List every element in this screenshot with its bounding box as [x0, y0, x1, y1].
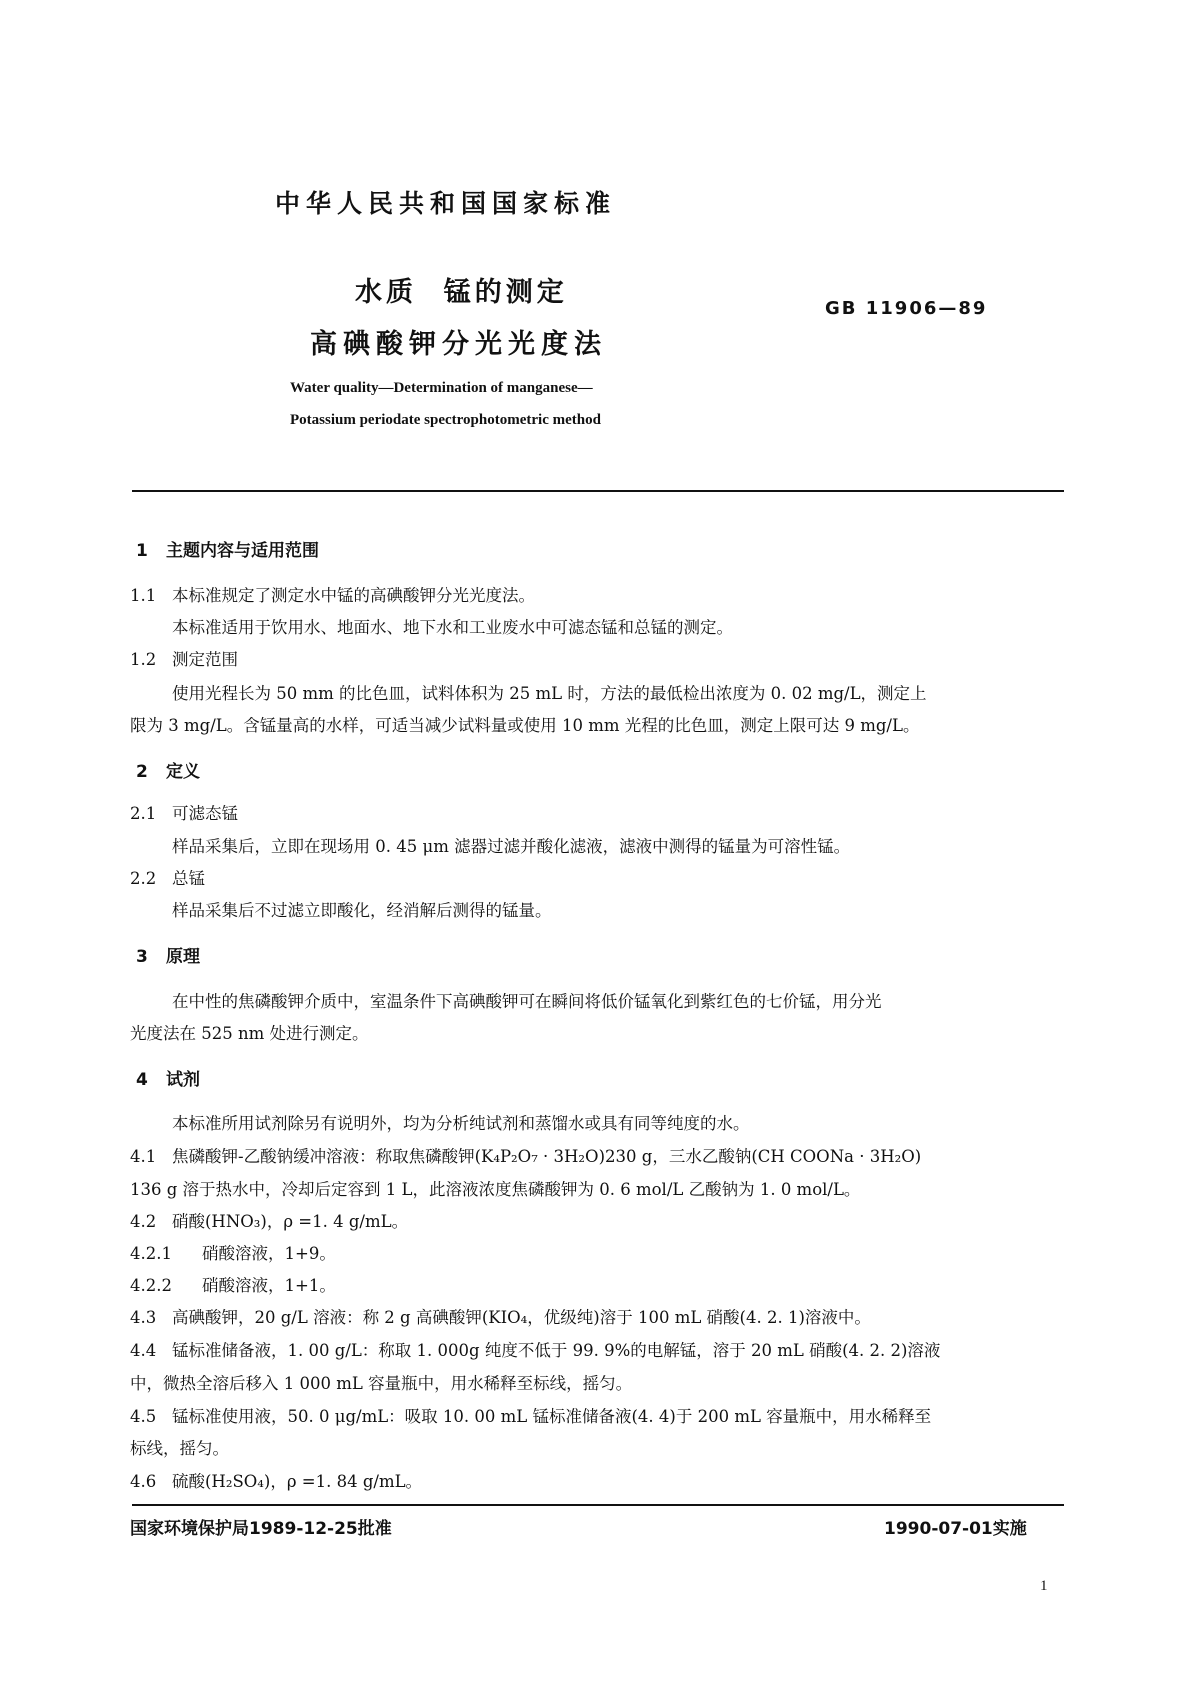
- clause-4-1-continued: 136 g 溶于热水中，冷却后定容到 1 L，此溶液浓度焦磷酸钾为 0. 6 mol/L 乙酸钠为 1. 0 mol/L。: [130, 1180, 861, 1199]
- section-3-text-line1: 在中性的焦磷酸钾介质中，室温条件下高碘酸钾可在瞬间将低价锰氧化到紫红色的七价锰，用分光: [172, 992, 882, 1011]
- effective-date: 1990-07-01实施: [884, 1519, 1027, 1539]
- section-3-text-line2: 光度法在 525 nm 处进行测定。: [130, 1024, 369, 1043]
- clause-2-2-text: 样品采集后不过滤立即酸化，经消解后测得的锰量。: [172, 901, 552, 920]
- national-standard-heading: 中华人民共和国国家标准: [275, 189, 617, 218]
- section-4-heading: 4 试剂: [136, 1070, 200, 1090]
- clause-4-2: 4.2 硝酸(HNO₃)，ρ =1. 4 g/mL。: [130, 1212, 409, 1231]
- english-title-line2: Potassium periodate spectrophotometric method: [290, 412, 601, 428]
- page-number: 1: [1040, 1578, 1048, 1594]
- standard-code: GB 11906—89: [825, 298, 988, 319]
- clause-2-1: 2.1 可滤态锰: [130, 804, 238, 823]
- clause-2-2: 2.2 总锰: [130, 869, 205, 888]
- clause-4-5-continued: 标线，摇匀。: [130, 1439, 229, 1458]
- clause-4-3: 4.3 高碘酸钾，20 g/L 溶液：称 2 g 高碘酸钾(KIO₄，优级纯)溶于 100 mL 硝酸(4. 2. 1)溶液中。: [130, 1308, 871, 1327]
- section-1-heading: 1 主题内容与适用范围: [136, 541, 319, 561]
- clause-1-1: 1.1 本标准规定了测定水中锰的高碘酸钾分光光度法。: [130, 586, 535, 605]
- clause-1-2-text-line1: 使用光程长为 50 mm 的比色皿，试料体积为 25 mL 时，方法的最低检出浓度为 0. 02 mg/L，测定上: [172, 684, 927, 703]
- clause-4-4-continued: 中，微热全溶后移入 1 000 mL 容量瓶中，用水稀释至标线，摇匀。: [130, 1374, 633, 1393]
- clause-1-1-continued: 本标准适用于饮用水、地面水、地下水和工业废水中可滤态锰和总锰的测定。: [172, 618, 733, 637]
- footer-divider: [132, 1504, 1064, 1506]
- header-divider: [132, 490, 1064, 492]
- clause-1-2: 1.2 测定范围: [130, 650, 238, 669]
- approval-statement: 国家环境保护局1989-12-25批准: [130, 1519, 392, 1539]
- clause-4-2-2: 4.2.2 硝酸溶液，1+1。: [130, 1276, 336, 1295]
- document-title-line1: 水质 锰的测定: [355, 277, 568, 308]
- clause-4-2-1: 4.2.1 硝酸溶液，1+9。: [130, 1244, 336, 1263]
- section-4-intro: 本标准所用试剂除另有说明外，均为分析纯试剂和蒸馏水或具有同等纯度的水。: [172, 1114, 750, 1133]
- clause-1-2-text-line2: 限为 3 mg/L。含锰量高的水样，可适当减少试料量或使用 10 mm 光程的比色皿，测定上限可达 9 mg/L。: [130, 716, 920, 735]
- clause-4-4: 4.4 锰标准储备液，1. 00 g/L：称取 1. 000g 纯度不低于 99. 9%的电解锰，溶于 20 mL 硝酸(4. 2. 2)溶液: [130, 1341, 941, 1360]
- section-3-heading: 3 原理: [136, 947, 200, 967]
- document-title-line2: 高碘酸钾分光光度法: [310, 329, 607, 360]
- english-title-line1: Water quality—Determination of manganese—: [290, 380, 593, 396]
- clause-2-1-text: 样品采集后，立即在现场用 0. 45 μm 滤器过滤并酸化滤液，滤液中测得的锰量为可溶性锰。: [172, 837, 851, 856]
- clause-4-6: 4.6 硫酸(H₂SO₄)，ρ =1. 84 g/mL。: [130, 1472, 423, 1491]
- section-2-heading: 2 定义: [136, 762, 200, 782]
- clause-4-5: 4.5 锰标准使用液，50. 0 μg/mL：吸取 10. 00 mL 锰标准储备液(4. 4)于 200 mL 容量瓶中，用水稀释至: [130, 1407, 932, 1426]
- clause-4-1: 4.1 焦磷酸钾-乙酸钠缓冲溶液：称取焦磷酸钾(K₄P₂O₇ · 3H₂O)230 g，三水乙酸钠(CH COONa · 3H₂O): [130, 1147, 922, 1166]
